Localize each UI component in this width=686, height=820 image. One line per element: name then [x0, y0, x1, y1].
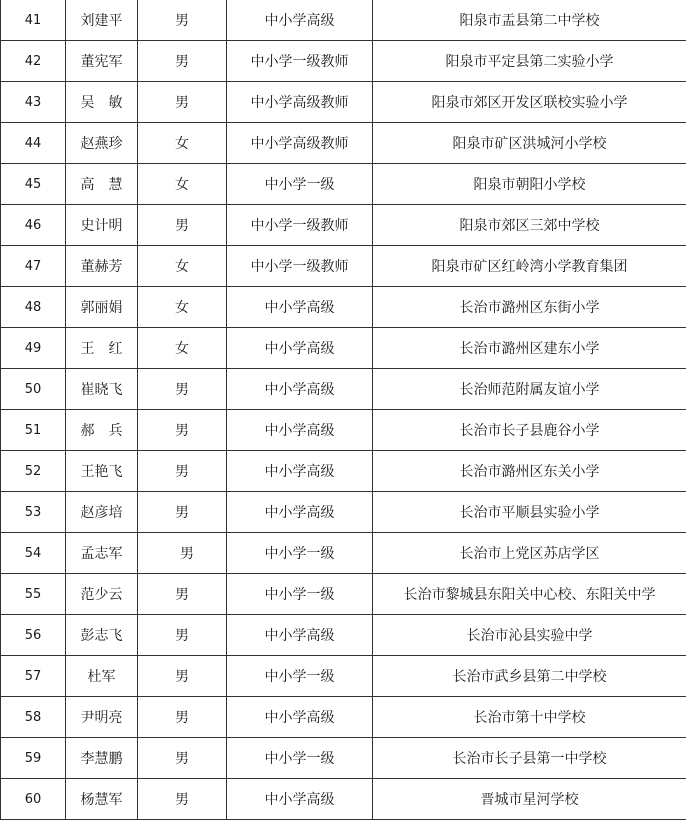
name-cell: 郭丽娟 [66, 287, 138, 328]
row-number-cell: 56 [1, 615, 66, 656]
title-cell: 中小学高级 [227, 369, 373, 410]
table-row [1, 164, 686, 205]
table-body [1, 0, 686, 820]
title-cell: 中小学一级教师 [227, 246, 373, 287]
name-cell: 吴 敏 [66, 82, 138, 123]
gender-cell: 男 [138, 492, 227, 533]
title-cell: 中小学高级 [227, 697, 373, 738]
table-row [1, 0, 686, 41]
title-cell: 中小学一级教师 [227, 41, 373, 82]
gender-cell: 男 [138, 82, 227, 123]
row-number-cell: 58 [1, 697, 66, 738]
row-number-cell: 52 [1, 451, 66, 492]
name-cell: 崔晓飞 [66, 369, 138, 410]
table-row [1, 246, 686, 287]
unit-cell: 阳泉市矿区红岭湾小学教育集团 [373, 246, 686, 287]
title-cell: 中小学高级教师 [227, 123, 373, 164]
unit-cell: 长治市长子县第一中学校 [373, 738, 686, 779]
row-number-cell: 42 [1, 41, 66, 82]
unit-cell: 长治市上党区苏店学区 [373, 533, 686, 574]
table-row [1, 410, 686, 451]
unit-cell: 长治市长子县鹿谷小学 [373, 410, 686, 451]
title-cell: 中小学高级 [227, 0, 373, 41]
name-cell: 史计明 [66, 205, 138, 246]
unit-cell: 长治市第十中学校 [373, 697, 686, 738]
gender-cell: 男 [138, 697, 227, 738]
name-cell: 高 慧 [66, 164, 138, 205]
unit-cell: 长治市武乡县第二中学校 [373, 656, 686, 697]
gender-cell: 男 [138, 451, 227, 492]
name-cell: 郝 兵 [66, 410, 138, 451]
table-row [1, 779, 686, 820]
gender-cell: 男 [138, 0, 227, 41]
row-number-cell: 53 [1, 492, 66, 533]
gender-cell: 男 [138, 533, 227, 574]
title-cell: 中小学高级 [227, 287, 373, 328]
title-cell: 中小学一级 [227, 574, 373, 615]
row-number-cell: 47 [1, 246, 66, 287]
row-number-cell: 45 [1, 164, 66, 205]
row-number-cell: 46 [1, 205, 66, 246]
title-cell: 中小学一级 [227, 533, 373, 574]
gender-cell: 女 [138, 164, 227, 205]
gender-cell: 女 [138, 123, 227, 164]
title-cell: 中小学一级 [227, 738, 373, 779]
title-cell: 中小学高级 [227, 328, 373, 369]
table-row [1, 369, 686, 410]
table-row [1, 205, 686, 246]
row-number-cell: 55 [1, 574, 66, 615]
gender-cell: 女 [138, 328, 227, 369]
row-number-cell: 51 [1, 410, 66, 451]
row-number-cell: 54 [1, 533, 66, 574]
name-cell: 彭志飞 [66, 615, 138, 656]
name-cell: 王 红 [66, 328, 138, 369]
table-row [1, 123, 686, 164]
unit-cell: 阳泉市矿区洪城河小学校 [373, 123, 686, 164]
row-number-cell: 49 [1, 328, 66, 369]
row-number-cell: 48 [1, 287, 66, 328]
gender-cell: 男 [138, 656, 227, 697]
title-cell: 中小学高级 [227, 615, 373, 656]
gender-cell: 女 [138, 287, 227, 328]
name-cell: 王艳飞 [66, 451, 138, 492]
unit-cell: 长治师范附属友谊小学 [373, 369, 686, 410]
gender-cell: 男 [138, 574, 227, 615]
table-row [1, 697, 686, 738]
table-row [1, 615, 686, 656]
unit-cell: 长治市沁县实验中学 [373, 615, 686, 656]
gender-cell: 男 [138, 738, 227, 779]
name-cell: 孟志军 [66, 533, 138, 574]
row-number-cell: 44 [1, 123, 66, 164]
gender-cell: 男 [138, 779, 227, 820]
table-row [1, 328, 686, 369]
table-row [1, 656, 686, 697]
title-cell: 中小学高级教师 [227, 82, 373, 123]
name-cell: 赵燕珍 [66, 123, 138, 164]
table-row [1, 533, 686, 574]
gender-cell: 男 [138, 615, 227, 656]
table-row [1, 41, 686, 82]
name-cell: 杜军 [66, 656, 138, 697]
table-row [1, 738, 686, 779]
unit-cell: 阳泉市盂县第二中学校 [373, 0, 686, 41]
row-number-cell: 50 [1, 369, 66, 410]
unit-cell: 晋城市星河学校 [373, 779, 686, 820]
unit-cell: 长治市黎城县东阳关中心校、东阳关中学 [373, 574, 686, 615]
row-number-cell: 41 [1, 0, 66, 41]
table-row [1, 492, 686, 533]
name-cell: 董宪军 [66, 41, 138, 82]
title-cell: 中小学高级 [227, 451, 373, 492]
name-cell: 尹明亮 [66, 697, 138, 738]
unit-cell: 阳泉市朝阳小学校 [373, 164, 686, 205]
table-row [1, 574, 686, 615]
title-cell: 中小学一级 [227, 656, 373, 697]
unit-cell: 长治市潞州区建东小学 [373, 328, 686, 369]
name-cell: 刘建平 [66, 0, 138, 41]
name-cell: 董赫芳 [66, 246, 138, 287]
unit-cell: 阳泉市郊区三郊中学校 [373, 205, 686, 246]
gender-cell: 男 [138, 205, 227, 246]
unit-cell: 长治市潞州区东街小学 [373, 287, 686, 328]
unit-cell: 阳泉市平定县第二实验小学 [373, 41, 686, 82]
title-cell: 中小学高级 [227, 410, 373, 451]
table-row [1, 82, 686, 123]
row-number-cell: 43 [1, 82, 66, 123]
row-number-cell: 60 [1, 779, 66, 820]
table-row [1, 451, 686, 492]
gender-cell: 男 [138, 41, 227, 82]
name-cell: 李慧鹏 [66, 738, 138, 779]
gender-cell: 男 [138, 410, 227, 451]
row-number-cell: 57 [1, 656, 66, 697]
unit-cell: 长治市平顺县实验小学 [373, 492, 686, 533]
title-cell: 中小学高级 [227, 779, 373, 820]
gender-cell: 女 [138, 246, 227, 287]
table-row [1, 287, 686, 328]
row-number-cell: 59 [1, 738, 66, 779]
title-cell: 中小学高级 [227, 492, 373, 533]
title-cell: 中小学一级 [227, 164, 373, 205]
unit-cell: 长治市潞州区东关小学 [373, 451, 686, 492]
gender-cell: 男 [138, 369, 227, 410]
name-cell: 杨慧军 [66, 779, 138, 820]
name-cell: 范少云 [66, 574, 138, 615]
unit-cell: 阳泉市郊区开发区联校实验小学 [373, 82, 686, 123]
title-cell: 中小学一级教师 [227, 205, 373, 246]
name-cell: 赵彦培 [66, 492, 138, 533]
